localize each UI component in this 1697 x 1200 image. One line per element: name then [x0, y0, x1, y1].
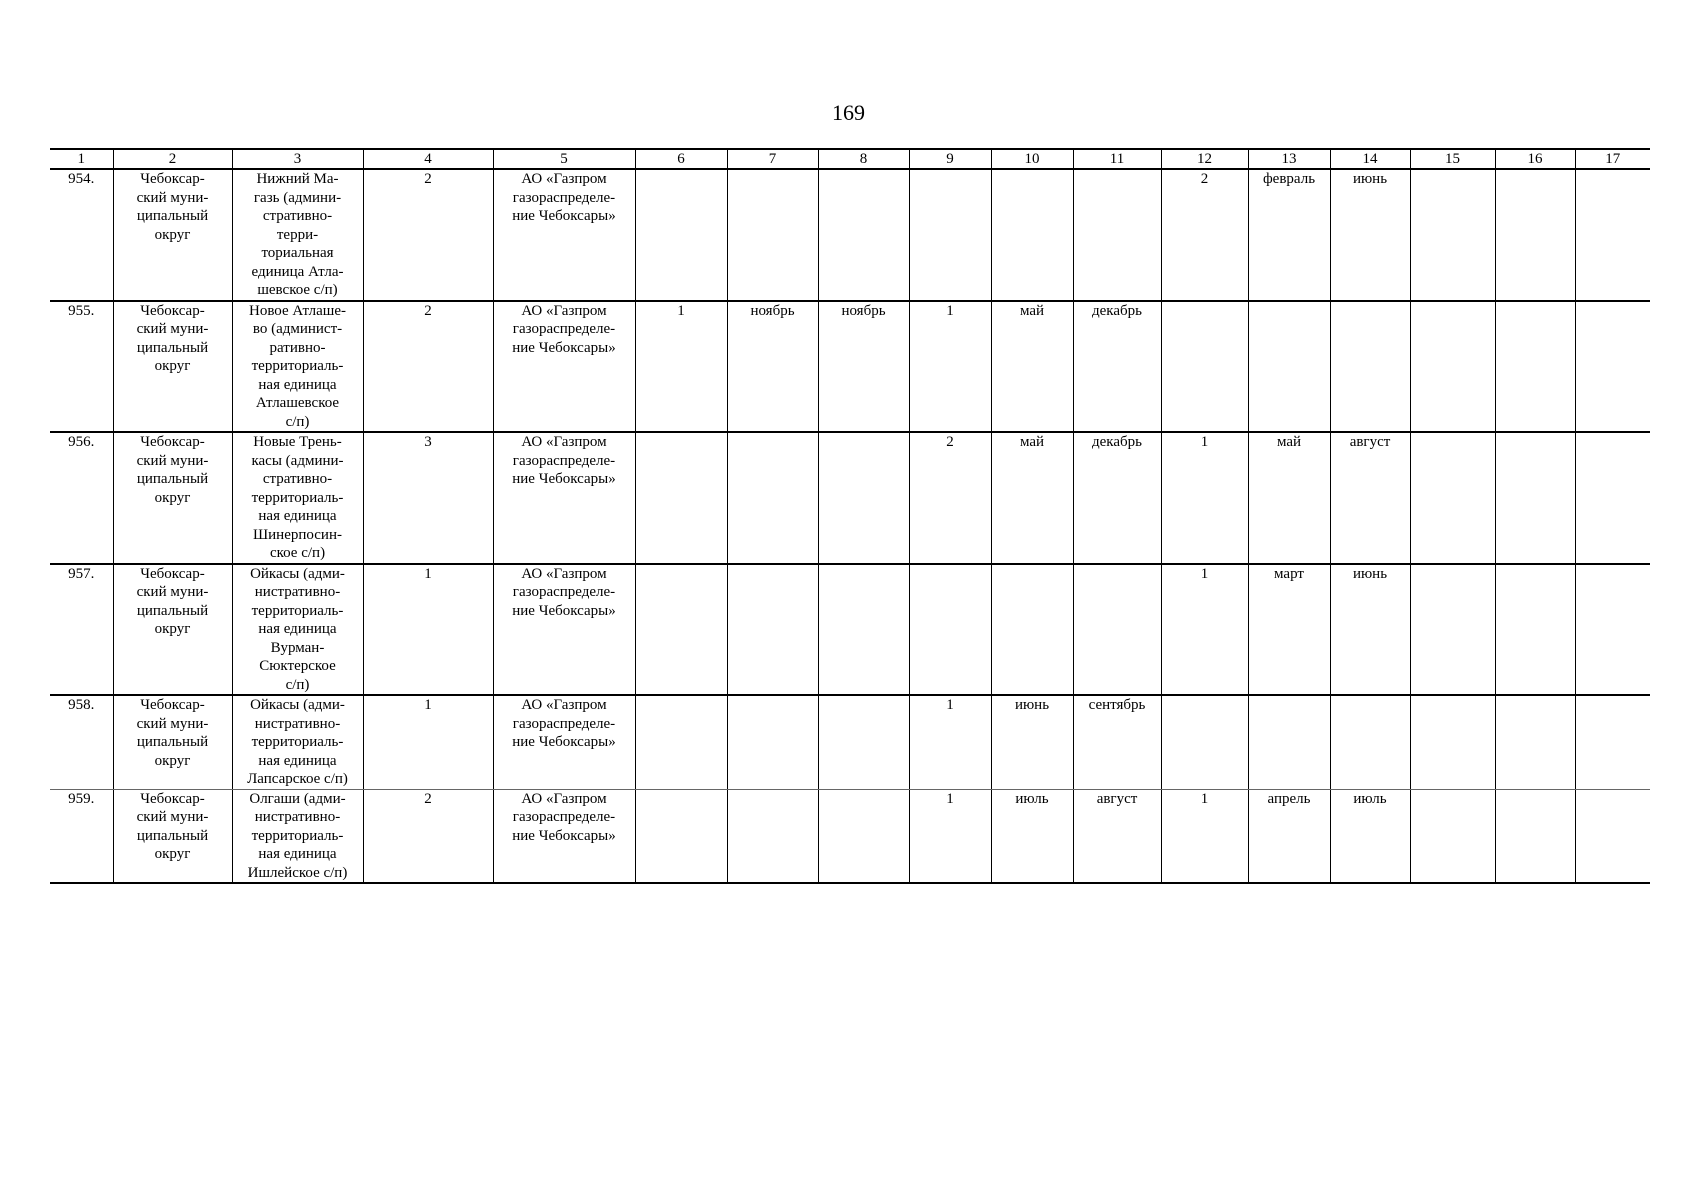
table-cell-col-5: АО «Газпром газораспределе- ние Чебоксары»	[493, 564, 635, 696]
table-cell-col-16	[1495, 564, 1575, 696]
column-header-8: 8	[818, 149, 909, 169]
table-cell-col-14: июнь	[1330, 169, 1410, 301]
table-cell-col-1: 954.	[50, 169, 113, 301]
table-cell-col-8	[818, 564, 909, 696]
table-cell-col-5: АО «Газпром газораспределе- ние Чебоксары»	[493, 301, 635, 433]
column-header-16: 16	[1495, 149, 1575, 169]
column-header-14: 14	[1330, 149, 1410, 169]
table-cell-col-13	[1248, 301, 1330, 433]
table-cell-col-9	[909, 169, 991, 301]
table-cell-col-12	[1161, 301, 1248, 433]
table-cell-col-15	[1410, 301, 1495, 433]
table-cell-col-1: 958.	[50, 695, 113, 789]
table-cell-col-16	[1495, 169, 1575, 301]
table-cell-col-10: май	[991, 432, 1073, 564]
table-cell-col-4: 2	[363, 789, 493, 883]
table-cell-col-3: Олгаши (адми- нистративно- территориаль- ная единица Ишлейское с/п)	[232, 789, 363, 883]
table-cell-col-8	[818, 789, 909, 883]
gas-schedule-table	[50, 148, 1650, 884]
table-cell-col-13: май	[1248, 432, 1330, 564]
table-cell-col-10	[991, 169, 1073, 301]
table-cell-col-2: Чебоксар- ский муни- ципальный округ	[113, 301, 232, 433]
table-cell-col-17	[1575, 169, 1650, 301]
table-cell-col-6: 1	[635, 301, 727, 433]
table-cell-col-2: Чебоксар- ский муни- ципальный округ	[113, 169, 232, 301]
table-cell-col-17	[1575, 301, 1650, 433]
table-cell-col-13: февраль	[1248, 169, 1330, 301]
table-cell-col-7	[727, 789, 818, 883]
table-cell-col-2: Чебоксар- ский муни- ципальный округ	[113, 789, 232, 883]
table-cell-col-6	[635, 564, 727, 696]
table-cell-col-11	[1073, 169, 1161, 301]
table-cell-col-10: июнь	[991, 695, 1073, 789]
table-cell-col-7	[727, 432, 818, 564]
column-header-13: 13	[1248, 149, 1330, 169]
table-cell-col-12	[1161, 695, 1248, 789]
table-cell-col-9: 1	[909, 301, 991, 433]
column-header-10: 10	[991, 149, 1073, 169]
table-row	[50, 301, 1650, 433]
table-cell-col-17	[1575, 695, 1650, 789]
table-cell-col-9: 1	[909, 695, 991, 789]
table-cell-col-3: Новое Атлаше- во (админист- ративно- территориаль- ная единица Атлашевское с/п)	[232, 301, 363, 433]
table-cell-col-11: декабрь	[1073, 301, 1161, 433]
table-row	[50, 695, 1650, 789]
column-header-6: 6	[635, 149, 727, 169]
table-cell-col-7	[727, 169, 818, 301]
table-cell-col-12: 2	[1161, 169, 1248, 301]
table-cell-col-3: Ойкасы (адми- нистративно- территориаль- ная единица Лапсарское с/п)	[232, 695, 363, 789]
header-row	[50, 149, 1650, 169]
table-cell-col-15	[1410, 169, 1495, 301]
table-cell-col-1: 957.	[50, 564, 113, 696]
table-cell-col-1: 956.	[50, 432, 113, 564]
column-number-header	[50, 149, 1650, 169]
table-cell-col-15	[1410, 432, 1495, 564]
table-cell-col-16	[1495, 432, 1575, 564]
column-header-4: 4	[363, 149, 493, 169]
table-cell-col-16	[1495, 789, 1575, 883]
table-cell-col-15	[1410, 789, 1495, 883]
table-cell-col-8	[818, 695, 909, 789]
table-cell-col-11: декабрь	[1073, 432, 1161, 564]
table-cell-col-15	[1410, 564, 1495, 696]
table-cell-col-14	[1330, 301, 1410, 433]
table-cell-col-2: Чебоксар- ский муни- ципальный округ	[113, 432, 232, 564]
table-cell-col-4: 2	[363, 169, 493, 301]
column-header-7: 7	[727, 149, 818, 169]
table-cell-col-5: АО «Газпром газораспределе- ние Чебоксары»	[493, 789, 635, 883]
table-cell-col-8: ноябрь	[818, 301, 909, 433]
table-cell-col-5: АО «Газпром газораспределе- ние Чебоксары»	[493, 169, 635, 301]
table-cell-col-6	[635, 432, 727, 564]
table-cell-col-4: 1	[363, 695, 493, 789]
table-cell-col-6	[635, 169, 727, 301]
table-cell-col-8	[818, 432, 909, 564]
table-cell-col-14: июнь	[1330, 564, 1410, 696]
table-cell-col-14	[1330, 695, 1410, 789]
column-header-11: 11	[1073, 149, 1161, 169]
table-cell-col-17	[1575, 789, 1650, 883]
table-cell-col-13	[1248, 695, 1330, 789]
table-row	[50, 169, 1650, 301]
table-row	[50, 432, 1650, 564]
table-cell-col-11: август	[1073, 789, 1161, 883]
table-cell-col-2: Чебоксар- ский муни- ципальный округ	[113, 695, 232, 789]
table-cell-col-17	[1575, 564, 1650, 696]
column-header-9: 9	[909, 149, 991, 169]
table-cell-col-11: сентябрь	[1073, 695, 1161, 789]
column-header-17: 17	[1575, 149, 1650, 169]
table-cell-col-1: 959.	[50, 789, 113, 883]
table-cell-col-17	[1575, 432, 1650, 564]
table-cell-col-11	[1073, 564, 1161, 696]
table-cell-col-5: АО «Газпром газораспределе- ние Чебоксары»	[493, 695, 635, 789]
table-cell-col-12: 1	[1161, 564, 1248, 696]
table-cell-col-16	[1495, 301, 1575, 433]
table-cell-col-3: Новые Трень- касы (админи- стративно- территориаль- ная единица Шинерпосин- ское с/п)	[232, 432, 363, 564]
table-row	[50, 564, 1650, 696]
table-cell-col-6	[635, 695, 727, 789]
table-cell-col-7	[727, 564, 818, 696]
column-header-3: 3	[232, 149, 363, 169]
table-cell-col-13: март	[1248, 564, 1330, 696]
page-number: 169	[832, 100, 865, 125]
column-header-12: 12	[1161, 149, 1248, 169]
table-cell-col-9	[909, 564, 991, 696]
table-cell-col-14: июль	[1330, 789, 1410, 883]
column-header-5: 5	[493, 149, 635, 169]
column-header-15: 15	[1410, 149, 1495, 169]
table-cell-col-4: 2	[363, 301, 493, 433]
table-cell-col-3: Нижний Ма- газь (админи- стративно- терри- ториальная единица Атла- шевское с/п)	[232, 169, 363, 301]
table-row	[50, 789, 1650, 883]
table-body	[50, 169, 1650, 883]
table-cell-col-10: июль	[991, 789, 1073, 883]
table-cell-col-15	[1410, 695, 1495, 789]
table-cell-col-7: ноябрь	[727, 301, 818, 433]
table-cell-col-9: 2	[909, 432, 991, 564]
table-cell-col-10: май	[991, 301, 1073, 433]
column-header-2: 2	[113, 149, 232, 169]
column-header-1: 1	[50, 149, 113, 169]
table-cell-col-5: АО «Газпром газораспределе- ние Чебоксары»	[493, 432, 635, 564]
table-cell-col-2: Чебоксар- ский муни- ципальный округ	[113, 564, 232, 696]
table-cell-col-4: 1	[363, 564, 493, 696]
table-cell-col-6	[635, 789, 727, 883]
table-cell-col-16	[1495, 695, 1575, 789]
table-cell-col-12: 1	[1161, 789, 1248, 883]
table-cell-col-3: Ойкасы (адми- нистративно- территориаль- ная единица Вурман- Сюктерское с/п)	[232, 564, 363, 696]
table-cell-col-14: август	[1330, 432, 1410, 564]
table-cell-col-4: 3	[363, 432, 493, 564]
table-cell-col-12: 1	[1161, 432, 1248, 564]
table-cell-col-7	[727, 695, 818, 789]
table-cell-col-9: 1	[909, 789, 991, 883]
table-cell-col-10	[991, 564, 1073, 696]
table-cell-col-1: 955.	[50, 301, 113, 433]
table-cell-col-13: апрель	[1248, 789, 1330, 883]
table-cell-col-8	[818, 169, 909, 301]
